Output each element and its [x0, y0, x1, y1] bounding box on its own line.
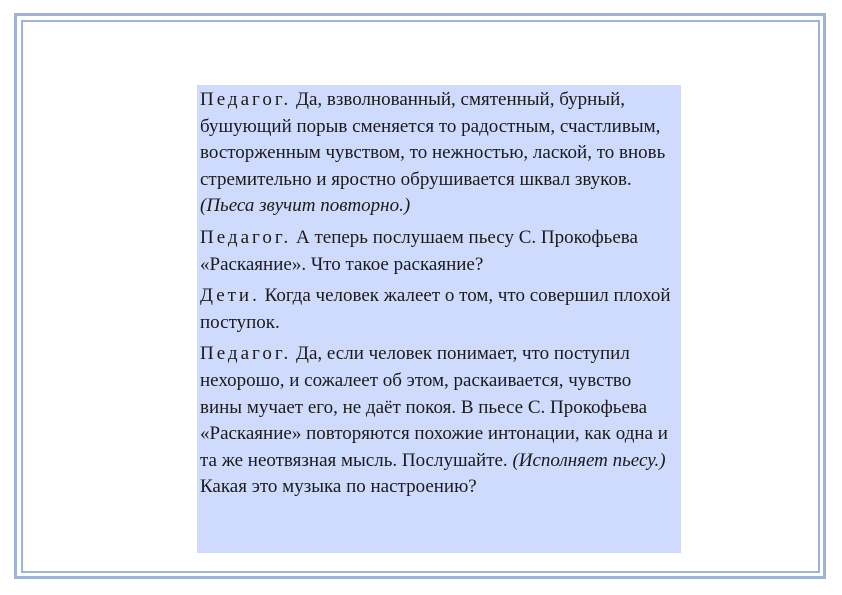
- stage-direction: (Исполняет пьесу.): [512, 449, 666, 471]
- paragraph-tail-text: Какая это музыка по настроению?: [200, 476, 477, 498]
- dialogue-text-box: [197, 85, 681, 553]
- dialogue-paragraph-3: [200, 283, 677, 336]
- dialogue-paragraph-4: [200, 341, 677, 501]
- paragraph-text: Когда человек жалеет о том, что совершил плохой поступок.: [200, 285, 671, 333]
- speaker-name: Педагог.: [200, 89, 292, 110]
- speaker-name: Дети.: [200, 285, 260, 307]
- stage-direction: (Пьеса звучит повторно.): [200, 195, 411, 217]
- speaker-name: Педагог.: [200, 226, 292, 248]
- paragraph-text: Да, если человек понимает, что поступил нехорошо, и сожалеет об этом, раскаивается, чувство вины мучает его, не даёт покоя. В пьесе С. Прокофьева «Раскаяние» повторяются похожие интонации, как одна и та же неотвязная мысль. Послушайте.: [200, 343, 668, 471]
- speaker-name: Педагог.: [200, 343, 292, 365]
- dialogue-paragraph-1: [200, 87, 677, 220]
- paragraph-text: А теперь послушаем пьесу С. Прокофьева «Раскаяние». Что такое раскаяние?: [200, 226, 638, 275]
- dialogue-paragraph-2: [200, 225, 677, 278]
- paragraph-text: Да, взволнованный, смятенный, бурный, бушующий порыв сменяется то радостным, счастливым, восторженным чувством, то нежностью, лаской, то вновь стремительно и яростно обрушивается шквал звуков.: [200, 89, 666, 190]
